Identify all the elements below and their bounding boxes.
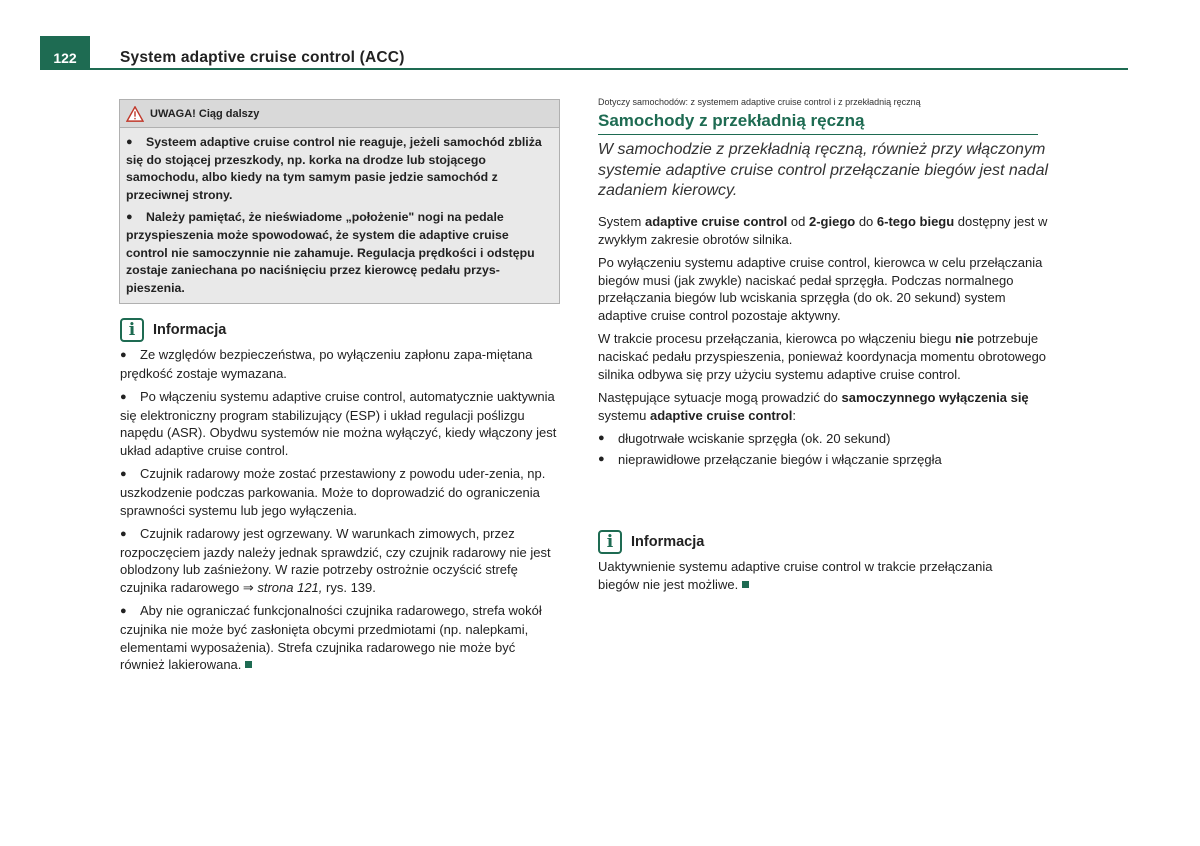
info-item — [120, 465, 560, 519]
info-item-text: Ze względów bezpieczeństwa, po wyłączeniu zapłonu zapa-miętana prędkość zostaje wymazana. — [120, 347, 533, 381]
text: Następujące sytuacje mogą prowadzić do — [598, 389, 842, 405]
applies-to: Dotyczy samochodów: z systemem adaptive cruise control i z przekładnią ręczną — [598, 97, 921, 107]
warning-triangle-icon — [126, 106, 144, 122]
info-item-text: rys. 139. — [322, 579, 376, 595]
info-heading-right — [598, 530, 704, 554]
right-body — [598, 213, 1048, 473]
bullet: ● — [120, 527, 127, 540]
warning-header — [120, 100, 559, 128]
page-number: 122 — [40, 36, 90, 70]
list-item-text: długotrwałe wciskanie sprzęgła (ok. 20 sekund) — [618, 430, 891, 446]
info-item-text: Po włączeniu systemu adaptive cruise control, automatycznie uaktywnia się elektroniczny program stabilizujący (ESP) i układ regulacji poślizgu napędu (ASR). Obydwu systemów nie można wyłączyć, kiedy włączony jest układ adaptive cruise control. — [120, 388, 557, 459]
text: System — [598, 214, 645, 229]
paragraph — [598, 213, 1048, 248]
info-item — [120, 525, 560, 597]
bullet: ● — [120, 390, 127, 403]
warning-title: UWAGA! Ciąg dalszy — [150, 107, 260, 120]
lead-paragraph: W samochodzie z przekładnią ręczną, również przy włączonym systemie adaptive cruise control przełączanie biegów jest nadal zadaniem kierowcy. — [598, 141, 1049, 199]
text: Uaktywnienie systemu adaptive cruise control w trakcie przełączania biegów nie jest możliwe. — [598, 559, 993, 592]
info-title: Informacja — [153, 322, 227, 338]
warning-item — [126, 209, 551, 297]
text: W trakcie procesu przełączania, kierowca po włączeniu biegu — [598, 331, 955, 347]
bold-text: adaptive cruise control — [644, 214, 788, 229]
warning-item — [126, 134, 551, 204]
running-title: System adaptive cruise control (ACC) — [120, 49, 405, 66]
bold-text: samoczynnego wyłączenia się — [841, 389, 1029, 405]
text: potrzebuje naciskać pedału przyspieszenia, ponieważ koordynacja momentu obrotowego silnika odbywa się przy użyciu systemu adaptive cruise control. — [598, 331, 1047, 382]
bold-text: nie — [954, 331, 974, 347]
end-mark — [245, 661, 252, 668]
paragraph — [598, 330, 1048, 383]
bullet: ● — [120, 605, 127, 618]
text: do — [855, 214, 877, 229]
section-title: Samochody z przekładnią ręczną — [598, 111, 1038, 135]
page-reference-link[interactable]: strona 121, — [257, 579, 323, 595]
info-icon: i — [598, 530, 622, 554]
info-item-text: Aby nie ograniczać funkcjonalności czujnika radarowego, strefa wokół czujnika nie może być zasłonięta obcymi przedmiotami (np. nalepkami, elementami wyposażenia). Strefa czujnika radarowego nie może być również lakierowana. — [120, 603, 542, 673]
info-icon: i — [120, 318, 144, 342]
paragraph — [598, 558, 998, 593]
list-item — [598, 430, 1048, 448]
bullet: ● — [120, 468, 127, 481]
bold-text: 6-tego biegu — [876, 214, 955, 229]
bullet: ● — [126, 211, 133, 224]
text: dostępny jest w zwykłym zakresie obrotów silnika. — [598, 214, 1048, 247]
text: od — [787, 214, 809, 229]
warning-body — [120, 128, 559, 303]
info-list-left — [120, 346, 560, 679]
warning-box — [119, 99, 560, 304]
warning-item-text: Należy pamiętać, że nieświadome „położenie" nogi na pedale przyspieszenia może spowodować, że system die adaptive cruise control nie samoczynnie nie zahamuje. Regulacja prędkości i odstępu zostaje zaniechana po naciśnięciu przez kierowcę pedału przys-pieszenia. — [126, 210, 535, 295]
end-mark — [742, 581, 749, 588]
info-heading-left — [120, 318, 226, 342]
warning-item-text: Systeem adaptive cruise control nie reaguje, jeżeli samochód zbliża się do stojącej przeszkody, np. korka na drodze lub stojącego samochodu, albo kiedy na tym samym pasie jedzie samochód z przeciwnej strony. — [126, 135, 542, 202]
info-item-text: Czujnik radarowy może zostać przestawiony z powodu uder-zenia, np. uszkodzenie podczas parkowania. Może to doprowadzić do ograniczenia sprawności systemu lub jego wyłączenia. — [120, 466, 546, 518]
info-item — [120, 602, 560, 674]
paragraph: Po wyłączeniu systemu adaptive cruise control, kierowca w celu przełączania biegów musi (jak zwykle) naciskać pedał sprzęgła. Podczas normalnego przełączania biegów lub wciskania sprzęgła (do ok. 20 sekund) system adaptive cruise control pozostaje aktywny. — [598, 254, 1043, 324]
paragraph — [598, 389, 1048, 424]
info-item — [120, 346, 560, 382]
bullet: ● — [598, 431, 605, 444]
info-item-text: Czujnik radarowy jest ogrzewany. W warunkach zimowych, przez rozpoczęciem jazdy należy jednak sprawdzić, czy czujnik radarowy nie jest oblodzony lub zaśnieżony. W razie potrzeby ostrożnie oczyścić strefę czujnika radarowego ⇒ — [120, 525, 551, 595]
text: : — [792, 407, 796, 423]
info-text-right — [598, 558, 998, 599]
bullet: ● — [126, 136, 133, 148]
header-rule — [40, 68, 1128, 70]
info-title: Informacja — [631, 534, 705, 550]
bold-text: 2-giego — [808, 214, 856, 229]
text: systemu — [598, 407, 651, 423]
list-item-text: nieprawidłowe przełączanie biegów i włączanie sprzęgła — [618, 452, 942, 468]
bullet: ● — [120, 349, 127, 361]
list-item — [598, 451, 1048, 469]
info-item — [120, 388, 560, 460]
bold-text: adaptive cruise control — [650, 407, 793, 423]
bullet: ● — [598, 453, 605, 466]
